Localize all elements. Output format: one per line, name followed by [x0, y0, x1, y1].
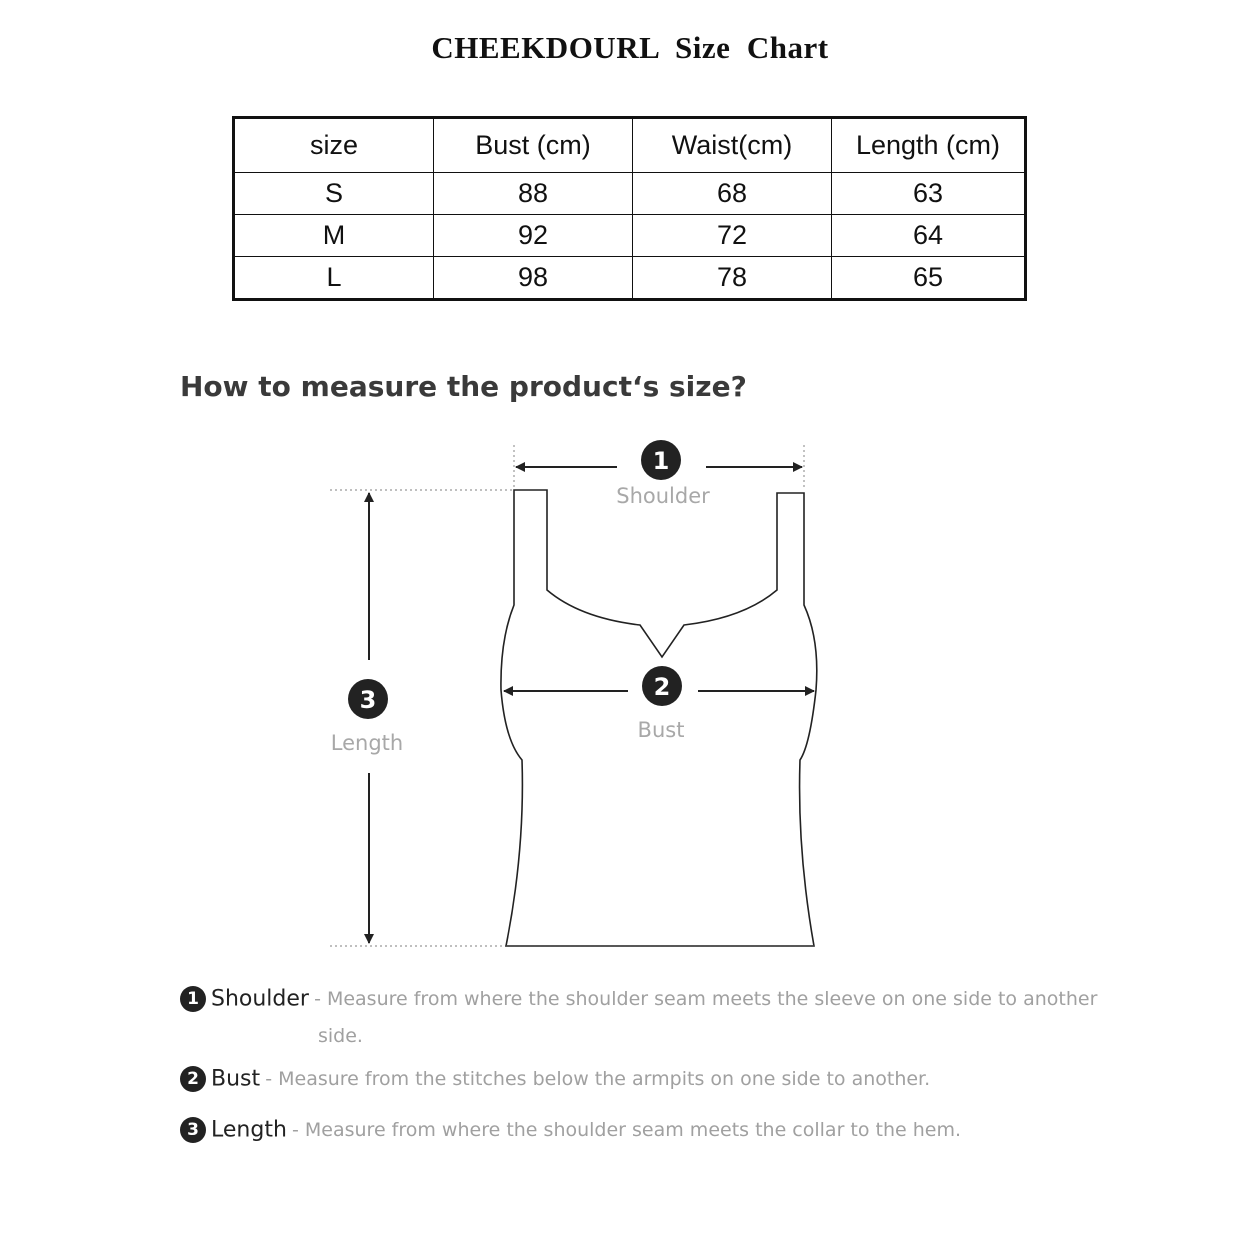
legend-term: Shoulder	[211, 986, 309, 1012]
cell-bust: 88	[434, 173, 633, 215]
header-length: Length (cm)	[832, 118, 1026, 173]
length-label: Length	[330, 731, 404, 755]
legend-term: Length	[211, 1117, 287, 1143]
guide-lines	[330, 445, 804, 946]
bust-number: 2	[653, 673, 671, 701]
legend-description: - Measure from where the shoulder seam meets the collar to the hem.	[291, 1119, 962, 1141]
legend-term: Bust	[211, 1066, 261, 1092]
legend-number-badge: 3	[180, 1117, 206, 1143]
measure-heading: How to measure the product‘s size?	[180, 370, 747, 403]
cell-size: L	[234, 257, 434, 300]
header-waist: Waist(cm)	[633, 118, 832, 173]
cell-bust: 92	[434, 215, 633, 257]
cell-size: M	[234, 215, 434, 257]
cell-size: S	[234, 173, 434, 215]
legend-number-badge: 2	[180, 1066, 206, 1092]
legend-description-continued: side.	[318, 1025, 363, 1047]
chart-title: CHEEKDOURL Size Chart	[431, 30, 829, 65]
cell-waist: 72	[633, 215, 832, 257]
legend-number-badge: 1	[180, 986, 206, 1012]
bust-label: Bust	[637, 718, 685, 742]
header-size: size	[234, 118, 434, 173]
cell-bust: 98	[434, 257, 633, 300]
legend-description: - Measure from the stitches below the armpits on one side to another.	[265, 1068, 931, 1090]
length-number: 3	[359, 686, 377, 714]
legend-item-length	[180, 1117, 961, 1143]
cell-waist: 78	[633, 257, 832, 300]
legend-item-bust	[180, 1066, 930, 1092]
cell-waist: 68	[633, 173, 832, 215]
shoulder-label: Shoulder	[616, 484, 710, 508]
cell-length: 65	[832, 257, 1026, 300]
legend-description: - Measure from where the shoulder seam meets the sleeve on one side to another	[314, 988, 1098, 1010]
cell-length: 64	[832, 215, 1026, 257]
cell-length: 63	[832, 173, 1026, 215]
legend-item-shoulder	[180, 986, 1097, 1012]
header-bust: Bust (cm)	[434, 118, 633, 173]
shoulder-number: 1	[652, 447, 670, 475]
